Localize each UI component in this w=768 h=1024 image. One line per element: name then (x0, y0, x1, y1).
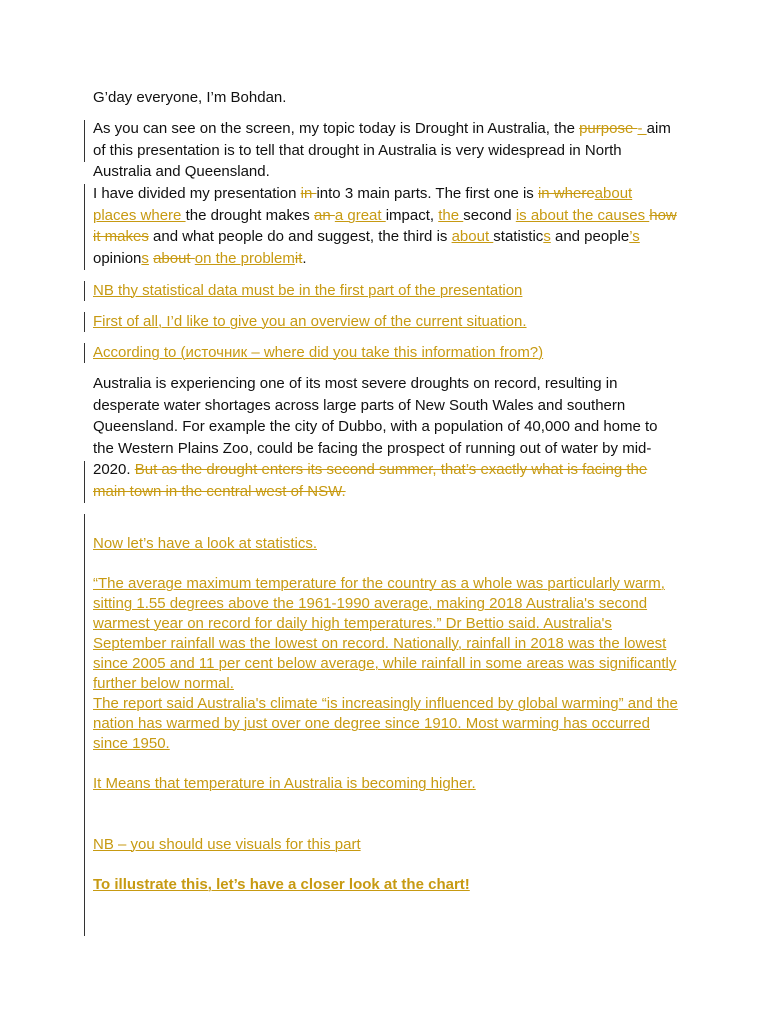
inserted-text: the (438, 206, 464, 224)
deleted-text: an (313, 206, 335, 224)
deleted-text: about (153, 249, 195, 267)
inserted-text: According to (источник – where did you take this information from?) (93, 344, 544, 361)
source-paragraph (93, 342, 678, 364)
overview-paragraph (93, 311, 678, 333)
change-bar (84, 461, 85, 503)
deleted-text: it (294, 249, 303, 267)
inserted-text: ’s (629, 228, 640, 245)
text-run: Australia is experiencing one of its most severe droughts on record, resulting in desperate water shortages across large parts of New South Wales and southern Queensland. For example the city of Dubbo, with a population of 40,000 and home to the Western Plains Zoo, could be facing the prospect of running out of water by mid- 2020. (93, 375, 658, 478)
inserted-text: about places where (93, 185, 633, 224)
inserted-text: - (637, 120, 647, 137)
inserted-text: To illustrate this, let’s have a closer look at the chart! (93, 876, 470, 893)
inserted-text: NB thy statistical data must be in the first part of the presentation (93, 282, 523, 299)
inserted-text: It Means that temperature in Australia is becoming higher. (93, 775, 476, 792)
text-run: and people (550, 228, 630, 245)
intro-paragraph (93, 118, 678, 183)
inserted-text: s (141, 249, 149, 267)
structure-paragraph (93, 183, 678, 269)
change-bar (84, 120, 85, 162)
text-run: aim of this presentation is to tell that drought in Australia is very widespread in North Australia and Queensland. (93, 120, 671, 180)
situation-paragraph (93, 373, 678, 502)
inserted-text: on the problem (194, 249, 295, 267)
change-bar (84, 281, 85, 301)
text-run: opinion (93, 249, 142, 267)
inserted-text: NB – you should use visuals for this part (93, 836, 361, 853)
note-paragraph (93, 280, 678, 302)
text-run: . (302, 249, 307, 267)
deleted-text: how it makes (93, 206, 677, 245)
chart-intro-paragraph (93, 874, 678, 896)
text-run: impact, (385, 206, 439, 224)
deleted-text: But as the drought enters its second summer, that’s exactly what is facing the main town in the central west of NSW. (93, 461, 648, 500)
text-run: second (463, 206, 516, 224)
text-run: statistic (493, 228, 544, 245)
deleted-text: in (300, 185, 317, 202)
conclusion-paragraph (93, 773, 678, 795)
change-bar (84, 514, 85, 936)
inserted-text: First of all, I’d like to give you an overview of the current situation. (93, 313, 527, 330)
inserted-text: “The average maximum temperature for the country as a whole was particularly warm, sitting 1.55 degrees above the 1961-1990 average, making 2018 Australia's second warmest year on record for daily high temperatures.” Dr Bettio said. Australia's September rainfall was the lowest on record. Nationally, rainfall in 2018 was the lowest since 2005 and 11 per cent below average, while rainfall in some areas was significantly further below normal. (93, 575, 677, 692)
text-run: and what people do and suggest, the third is (148, 228, 452, 245)
text-run: As you can see on the screen, my topic today is Drought in Australia, the (93, 120, 580, 137)
visuals-note-paragraph (93, 834, 678, 856)
inserted-text: a great (334, 206, 386, 224)
statistics-heading (93, 533, 678, 555)
change-bar (84, 343, 85, 363)
text-run: I have divided my presentation (93, 185, 301, 202)
greeting-paragraph (93, 87, 678, 109)
text-run: into 3 main parts. The first one is (316, 185, 538, 202)
deleted-text: in where (537, 185, 595, 202)
quote-paragraph (93, 574, 678, 754)
change-bar (84, 184, 85, 270)
inserted-text: about (451, 228, 494, 245)
inserted-text: The report said Australia's climate “is increasingly influenced by global warming” and the nation has warmed by just over one degree since 1910. Most warming has occurred since 1950. (93, 695, 678, 752)
change-bar (84, 312, 85, 332)
inserted-text: Now let’s have a look at statistics. (93, 535, 317, 552)
deleted-text: purpose (579, 120, 638, 137)
text-run: the drought makes (185, 206, 314, 224)
text-run: G’day everyone, I’m Bohdan. (93, 89, 287, 106)
inserted-text: s (543, 228, 551, 245)
inserted-text: is about the causes (515, 206, 650, 224)
